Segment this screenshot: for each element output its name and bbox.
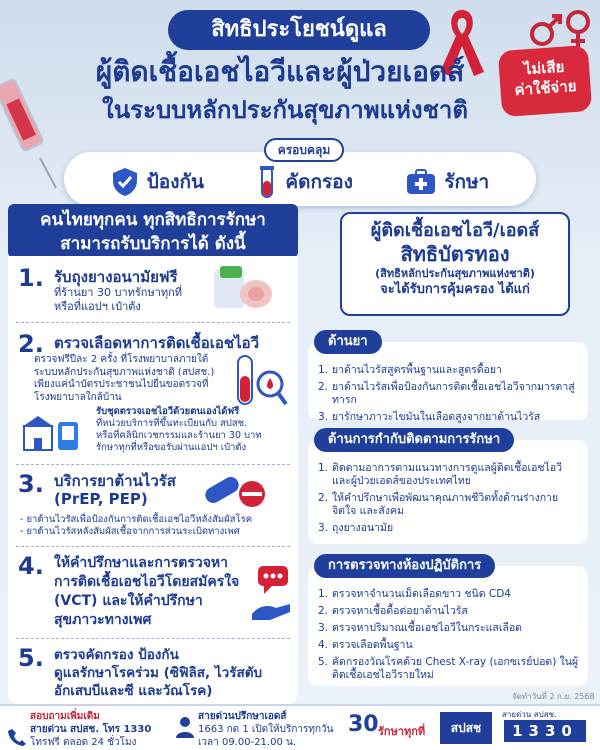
service-title (54, 646, 300, 700)
condom-pack-icon (212, 264, 278, 314)
ucs-card-line1: ผู้ติดเชื้อเอชไอวี/เอดส์ (370, 220, 540, 241)
service-title (54, 472, 176, 508)
coverage-item-label: รักษา (444, 171, 490, 193)
footer-line: สอบถามเพิ่มเติม (30, 711, 100, 722)
service-desc-line: ที่ร้านยา 30 บาทรักษาทุกที่ (54, 286, 183, 299)
footer-aids-hotline (198, 710, 334, 749)
service-item-4 (16, 552, 298, 634)
service-number: 2. (18, 330, 44, 358)
service-title-line: การติดเชื้อเอชไอวีโดยสมัครใจ (54, 574, 240, 590)
list-item-text: ยาต้านไวรัสเพื่อป้องกันการติดเชื้อเอชไอวีจากมารดาสู่ทารก (332, 381, 575, 406)
section-list (318, 462, 580, 539)
service-desc-line: หรือที่คลินิกเวชกรรมและร้านยา 30 บาท (96, 430, 262, 441)
consult-person-icon (176, 716, 194, 738)
hotline-1330-logo: 1330 (504, 720, 586, 742)
footer-line: สายด่วน สปสช. โทร 1330 (30, 724, 152, 735)
service-desc-line: - ยาต้านไวรัสเพื่อป้องกันการติดเชื้อเอชไอวีหลังสัมผัสโรค (20, 514, 253, 525)
ucs-card-line2: สิทธิบัตรทอง (400, 242, 510, 266)
syringe-icon (0, 70, 64, 190)
nhso-logo: สปสช (440, 712, 492, 744)
list-item-text: ตรวจหาเชื้อดื้อต่อยาต้านไวรัส (332, 605, 468, 617)
ucs-card-line3: (สิทธิหลักประกันสุขภาพแห่งชาติ) (375, 267, 535, 280)
list-item-text: ถุงยางอนามัย (332, 522, 394, 534)
list-item: 2. ตรวจหาเชื้อดื้อต่อยาต้านไวรัส (318, 605, 468, 617)
service-desc-b (96, 406, 296, 454)
ucs-card-line4: จะได้รับการคุ้มครอง ได้แก่ (380, 282, 530, 297)
footer-hotline-info (30, 710, 151, 749)
list-item-text: ติดตามอาการตามแนวทางการดูแลผู้ติดเชื้อเอชไอวีและผู้ป่วยเอดส์ของประเทศไทย (332, 462, 563, 487)
section-list (318, 588, 580, 686)
service-item-3 (16, 470, 298, 542)
section-list (318, 364, 580, 428)
list-item-text: ให้คำปรึกษาเพื่อพัฒนาคุณภาพชีวิตทั้งด้านร่างกาย จิตใจ และสังคม (332, 492, 559, 517)
list-item: 1. ยาต้านไวรัสสูตรพื้นฐานและสูตรดื้อยา (318, 364, 502, 376)
service-title: รับถุงยางอนามัยฟรี (54, 268, 178, 286)
footer (0, 704, 600, 750)
service-desc-line: หรือที่แอปฯ เป๋าตัง (54, 300, 141, 313)
section-laboratory (308, 558, 588, 686)
service-desc-line: - ยาต้านไวรัสหลังสัมผัสเชื้อจากการส่วนระเบิดทางเพศ (20, 526, 240, 537)
list-item: 5. คัดกรองวัณโรคด้วย Chest X-ray (เอกซเรย์ปอด) ในผู้ติดเชื้อเอชไอวีรายใหม่ (318, 656, 579, 681)
coverage-item-label: คัดกรอง (285, 171, 353, 193)
service-title-line: (PrEP, PEP) (54, 490, 148, 508)
free-badge-line2: ค่าใช้จ่าย (513, 76, 578, 100)
divider (16, 546, 290, 547)
list-item-text: คัดกรองวัณโรคด้วย Chest X-ray (เอกซเรย์ปอด) ในผู้ติดเชื้อเอชไอวีรายใหม่ (332, 656, 579, 681)
list-item: 1. ตรวจหาจำนวนเม็ดเลือดขาว ชนิด CD4 (318, 588, 511, 600)
divider (16, 464, 290, 465)
service-title (54, 554, 274, 630)
service-title-line: สุขภาวะทางเพศ (54, 612, 152, 628)
coverage-item-screen (257, 165, 352, 199)
service-number: 3. (18, 470, 44, 498)
divider (16, 322, 290, 323)
service-desc-line: ตรวจฟรีปีละ 2 ครั้ง ที่โรงพยาบาลภายใต้ (34, 354, 209, 365)
service-desc (54, 286, 182, 314)
service-title-line: อักเสบบีและซี และวัณโรค) (54, 683, 213, 699)
header-title-pill: สิทธิประโยชน์ดูแล (168, 10, 430, 50)
list-item-text: ตรวจหาปริมาณเชื้อเอชไอวีในกระแสเลือด (332, 622, 522, 634)
headline-secondary: ในระบบหลักประกันสุขภาพแห่งชาติ (102, 96, 468, 124)
left-banner (8, 204, 298, 258)
list-item: 3. ยารักษาภาวะไขมันในเลือดสูงจากยาต้านไวรัส (318, 411, 541, 423)
service-number: 4. (18, 552, 44, 580)
service-item-2 (16, 330, 298, 460)
footer-line: โทรฟรี ตลอด 24 ชั่วโมง (30, 737, 137, 748)
coverage-label: ครอบคลุม (264, 138, 344, 162)
service-title-line: (VCT) และให้คำปรึกษา (54, 593, 203, 609)
service-desc-line: เพียงแค่นำบัตรประชาชนไปยื่นขอตรวจที่ (34, 379, 209, 390)
service-desc-a (34, 354, 220, 404)
service-title-line: ให้คำปรึกษาและการตรวจหา (54, 555, 229, 571)
service-desc-line: โรงพยาบาลใกล้บ้าน (34, 391, 122, 403)
service-title: ตรวจเลือดหาการติดเชื้อเอชไอวี (54, 334, 260, 352)
test-tube-icon (257, 165, 277, 199)
ucs-rights-card (340, 212, 570, 316)
free-of-charge-badge (498, 45, 592, 117)
divider (16, 638, 290, 639)
list-item: 2. ยาต้านไวรัสเพื่อป้องกันการติดเชื้อเอชไอวีจากมารดาสู่ทารก (318, 381, 580, 407)
footer-line: สายด่วนปรึกษาเอดส์ (198, 711, 287, 722)
section-medicine (308, 334, 588, 423)
coverage-item-prevent (111, 167, 204, 197)
left-banner-line2: สามารถรับบริการได้ ดังนี้ (60, 234, 246, 254)
service-desc-line: ที่หน่วยบริการที่ขึ้นทะเบียนกับ สปสช. (96, 418, 248, 429)
section-header: ด้านยา (314, 330, 382, 354)
consultation-icon (250, 564, 294, 624)
service-desc-line: รักษาทุกที่หรือขอรับผ่านแอปฯ เป๋าตัง (96, 442, 247, 453)
pills-icon (200, 470, 270, 512)
service-desc-line: ระบบหลักประกันสุขภาพแห่งชาติ (สปสช.) (34, 366, 215, 378)
footer-line: 1663 กด 1 เปิดให้บริการทุกวัน (198, 724, 334, 735)
list-item-text: ยารักษาภาวะไขมันในเลือดสูงจากยาต้านไวรัส (332, 411, 541, 423)
list-item-text: ตรวจเลือดพื้นฐาน (332, 639, 413, 651)
service-title-line: ดูแลรักษาโรคร่วม (ซิฟิลิส, ไวรัสตับ (54, 665, 263, 681)
service-title-line: บริการยาต้านไวรัส (54, 472, 176, 490)
service-desc (20, 514, 296, 538)
list-item: 1. ติดตามอาการตามแนวทางการดูแลผู้ติดเชื้อเอชไอวีและผู้ป่วยเอดส์ของประเทศไทย (318, 462, 580, 488)
footer-line: เวลา 09.00-21.00 น. (198, 737, 297, 748)
clinic-building-icon (20, 414, 80, 454)
service-item-5 (16, 644, 298, 702)
service-title-line: ตรวจคัดกรอง ป้องกัน (54, 647, 179, 663)
logo-30-baht-tagline: รักษาทุกที่ (378, 725, 426, 738)
blood-test-tube-icon (230, 354, 290, 410)
list-item: 2. ให้คำปรึกษาเพื่อพัฒนาคุณภาพชีวิตทั้งด้านร่างกาย จิตใจ และสังคม (318, 492, 580, 518)
publish-date: จัดทำวันที่ 2 ก.ย. 2568 (512, 692, 595, 701)
coverage-item-label: ป้องกัน (146, 171, 204, 193)
list-item: 3. ถุงยางอนามัย (318, 522, 394, 534)
service-number: 5. (18, 644, 44, 672)
list-item-text: ตรวจหาจำนวนเม็ดเลือดขาว ชนิด CD4 (332, 588, 511, 600)
service-desc-line: รับชุดตรวจเอชไอวีด้วยตนเองได้ฟรี (96, 406, 240, 417)
headline-primary: ผู้ติดเชื้อเอชไอวีและผู้ป่วยเอดส์ (95, 55, 465, 88)
section-header: การตรวจทางห้องปฏิบัติการ (314, 554, 495, 578)
phone-icon (8, 728, 26, 746)
coverage-item-treat (406, 167, 489, 197)
logo-30-baht: 30 (348, 712, 379, 737)
list-item: 4. ตรวจเลือดพื้นฐาน (318, 639, 413, 651)
section-monitoring (308, 432, 588, 544)
hotline-label: สายด่วน สปสช. (502, 710, 557, 719)
left-banner-line1: คนไทยทุกคน ทุกสิทธิการรักษา (40, 210, 266, 230)
shield-check-icon (111, 167, 139, 197)
free-badge-line1: ไม่เสีย (523, 57, 565, 79)
left-services-panel (8, 256, 298, 704)
list-item: 3. ตรวจหาปริมาณเชื้อเอชไอวีในกระแสเลือด (318, 622, 522, 634)
section-header: ด้านการกำกับติดตามการรักษา (314, 428, 514, 452)
list-item-text: ยาต้านไวรัสสูตรพื้นฐานและสูตรดื้อยา (332, 364, 502, 376)
medical-kit-icon (406, 169, 436, 195)
service-item-1 (16, 264, 298, 316)
service-number: 1. (18, 264, 44, 292)
